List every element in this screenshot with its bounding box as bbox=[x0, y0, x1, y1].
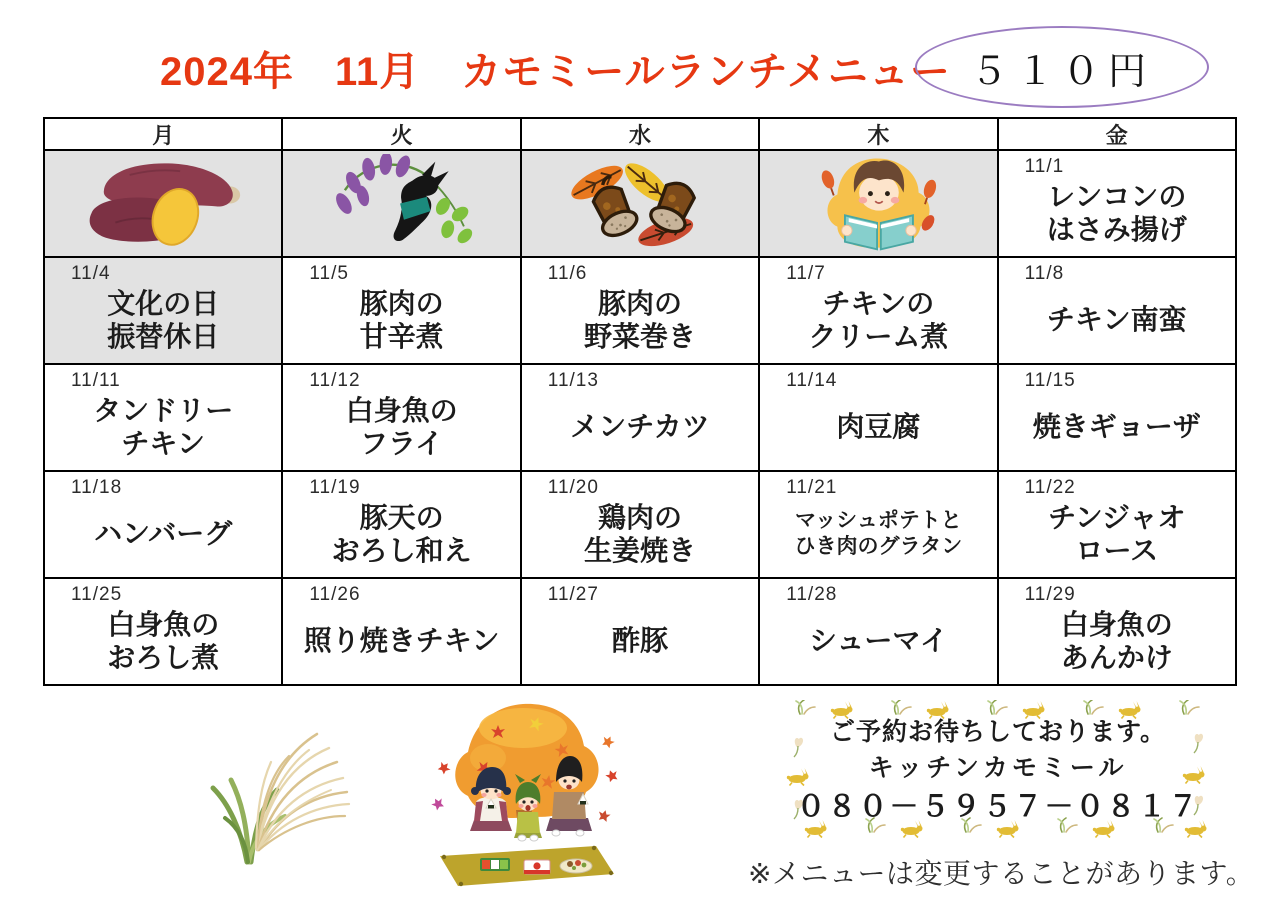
cell-menu bbox=[283, 606, 519, 684]
menu-line: おろし煮 bbox=[107, 642, 220, 673]
phone-number: ０８０－５９５７－０８１７ bbox=[796, 790, 1200, 823]
cell-date: 11/12 bbox=[309, 370, 361, 391]
menu-line: ひき肉のグラタン bbox=[794, 535, 963, 558]
menu-line: 白身魚の bbox=[1060, 608, 1173, 640]
reservation-note: ご予約お待ちしております。 bbox=[829, 718, 1166, 746]
menu-line: チキン bbox=[121, 428, 206, 459]
calendar-cell bbox=[45, 579, 281, 684]
cell-menu bbox=[45, 499, 281, 577]
cell-menu bbox=[522, 392, 758, 470]
menu-line: 白身魚の bbox=[345, 394, 458, 426]
menu-line: チキン南蛮 bbox=[1046, 304, 1187, 336]
menu-line: 肉豆腐 bbox=[836, 411, 921, 443]
autumn-picnic-illustration bbox=[428, 698, 618, 893]
cell-date: 11/29 bbox=[1024, 584, 1076, 605]
pampas-grass-illustration bbox=[205, 700, 355, 870]
cell-date: 11/27 bbox=[547, 584, 599, 605]
cell-date: 11/11 bbox=[71, 370, 121, 391]
menu-line: 焼きギョーザ bbox=[1032, 411, 1201, 443]
cell-date: 11/14 bbox=[786, 370, 838, 391]
menu-line: チキンの bbox=[822, 287, 935, 319]
cell-date: 11/20 bbox=[547, 477, 599, 498]
menu-change-disclaimer: ※メニューは変更することがあります。 bbox=[748, 858, 1255, 889]
cell-menu bbox=[522, 285, 758, 363]
acorns-illustration bbox=[555, 154, 725, 254]
menu-line: シューマイ bbox=[808, 625, 948, 657]
cell-menu bbox=[283, 285, 519, 363]
weekday-header-thu: 木 bbox=[760, 119, 996, 149]
cell-menu bbox=[999, 178, 1235, 256]
menu-line: 生姜焼き bbox=[583, 535, 696, 566]
menu-line: 野菜巻き bbox=[583, 321, 696, 352]
calendar-cell bbox=[760, 579, 996, 684]
calendar-cell bbox=[283, 365, 519, 470]
menu-line: 甘辛煮 bbox=[359, 321, 444, 352]
price-badge bbox=[915, 26, 1209, 108]
menu-line: 白身魚の bbox=[107, 608, 220, 640]
sweet-potato-illustration bbox=[73, 154, 253, 254]
calendar-cell bbox=[522, 258, 758, 363]
cell-date: 11/22 bbox=[1024, 477, 1076, 498]
cell-date: 11/28 bbox=[786, 584, 838, 605]
cell-menu bbox=[45, 285, 281, 363]
cell-menu bbox=[522, 499, 758, 577]
price-text: ５１０円 bbox=[969, 50, 1154, 93]
weekday-header-fri: 金 bbox=[999, 119, 1235, 149]
menu-line: おろし和え bbox=[331, 535, 472, 566]
calendar-cell bbox=[999, 472, 1235, 577]
child-reading-book-illustration bbox=[803, 153, 953, 255]
cell-menu bbox=[999, 606, 1235, 684]
cell-menu bbox=[760, 392, 996, 470]
menu-line: 酢豚 bbox=[611, 625, 668, 657]
weekday-header-mon: 月 bbox=[45, 119, 281, 149]
calendar-cell bbox=[760, 151, 996, 256]
cell-date: 11/8 bbox=[1024, 263, 1065, 284]
menu-line: 鶏肉の bbox=[597, 501, 682, 533]
menu-line: 豚肉の bbox=[359, 287, 444, 319]
menu-line: 文化の日 bbox=[107, 287, 220, 319]
cell-date: 11/15 bbox=[1024, 370, 1076, 391]
menu-line: 照り焼きチキン bbox=[303, 625, 500, 657]
weekday-header-tue: 火 bbox=[283, 119, 519, 149]
calendar-cell bbox=[522, 365, 758, 470]
calendar-cell bbox=[760, 365, 996, 470]
cell-menu bbox=[283, 499, 519, 577]
autumn-vine-bird-illustration bbox=[327, 154, 477, 254]
reservation-box bbox=[786, 700, 1210, 842]
calendar-cell bbox=[283, 579, 519, 684]
calendar-cell bbox=[522, 151, 758, 256]
cell-menu bbox=[522, 606, 758, 684]
menu-line: マッシュポテトと bbox=[795, 508, 962, 532]
calendar-cell bbox=[45, 151, 281, 256]
menu-line: 豚天の bbox=[359, 501, 444, 533]
menu-calendar bbox=[43, 117, 1237, 686]
menu-line: はさみ揚げ bbox=[1046, 214, 1187, 245]
cell-menu bbox=[45, 392, 281, 470]
menu-line: ロース bbox=[1075, 535, 1159, 566]
cell-date: 11/1 bbox=[1024, 156, 1065, 177]
calendar-cell bbox=[760, 472, 996, 577]
cell-date: 11/5 bbox=[309, 263, 349, 284]
calendar-cell bbox=[999, 151, 1235, 256]
cell-date: 11/18 bbox=[71, 477, 123, 498]
cell-date: 11/25 bbox=[71, 584, 123, 605]
menu-line: あんかけ bbox=[1060, 642, 1173, 673]
cell-menu bbox=[999, 392, 1235, 470]
cell-date: 11/4 bbox=[71, 263, 111, 284]
cell-menu bbox=[999, 285, 1235, 363]
shop-name: キッチンカモミール bbox=[868, 754, 1128, 783]
menu-line: 振替休日 bbox=[107, 321, 220, 352]
calendar-cell bbox=[760, 258, 996, 363]
cell-menu bbox=[760, 285, 996, 363]
cell-menu bbox=[283, 392, 519, 470]
menu-line: クリーム煮 bbox=[808, 321, 949, 352]
cell-menu bbox=[999, 499, 1235, 577]
menu-line: ハンバーグ bbox=[94, 518, 233, 550]
cell-date: 11/13 bbox=[547, 370, 599, 391]
cell-menu bbox=[760, 499, 996, 577]
calendar-cell bbox=[283, 258, 519, 363]
cell-date: 11/21 bbox=[786, 477, 838, 498]
menu-line: 豚肉の bbox=[597, 287, 682, 319]
calendar-cell bbox=[283, 472, 519, 577]
menu-line: メンチカツ bbox=[570, 411, 710, 443]
calendar-cell bbox=[522, 472, 758, 577]
weekday-header-wed: 水 bbox=[522, 119, 758, 149]
menu-title: 2024年 11月 カモミールランチメニュー bbox=[160, 50, 951, 94]
calendar-cell bbox=[999, 579, 1235, 684]
cell-menu bbox=[760, 606, 996, 684]
calendar-cell bbox=[999, 258, 1235, 363]
cell-menu bbox=[45, 606, 281, 684]
calendar-cell bbox=[283, 151, 519, 256]
cell-date: 11/7 bbox=[786, 263, 826, 284]
calendar-cell-holiday bbox=[45, 258, 281, 363]
calendar-cell bbox=[999, 365, 1235, 470]
calendar-cell bbox=[522, 579, 758, 684]
calendar-cell bbox=[45, 365, 281, 470]
menu-line: タンドリー bbox=[93, 394, 234, 426]
cell-date: 11/26 bbox=[309, 584, 361, 605]
cell-date: 11/6 bbox=[547, 263, 588, 284]
calendar-cell bbox=[45, 472, 281, 577]
cell-date: 11/19 bbox=[309, 477, 361, 498]
menu-line: チンジャオ bbox=[1048, 501, 1186, 533]
menu-line: フライ bbox=[360, 428, 444, 459]
menu-line: レンコンの bbox=[1047, 180, 1187, 212]
